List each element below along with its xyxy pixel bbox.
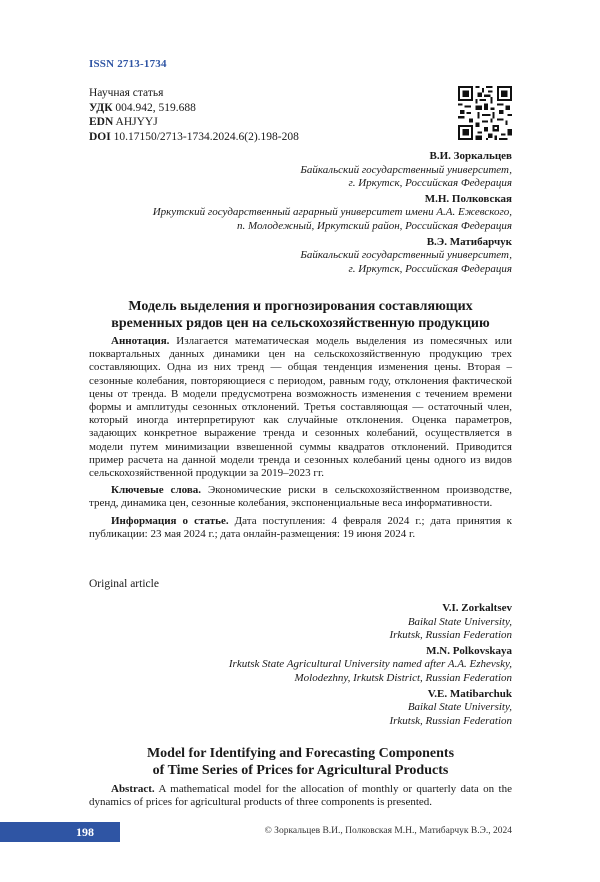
author-entry bbox=[89, 645, 512, 686]
article-info-paragraph bbox=[89, 515, 512, 541]
doi-value[interactable]: 10.17150/2713-1734.2024.6(2).198-208 bbox=[113, 130, 299, 143]
abstract-ru bbox=[89, 335, 512, 545]
author-affiliation: Байкальский государственный университет, bbox=[300, 163, 512, 176]
author-name: M.N. Polkovskaya bbox=[426, 644, 512, 657]
edn-value: AHJYYJ bbox=[115, 116, 158, 129]
author-affiliation: Baikal State University, bbox=[407, 701, 512, 714]
author-location: Molodezhny, Irkutsk District, Russian Federation bbox=[294, 671, 512, 684]
author-affiliation: Байкальский государственный университет, bbox=[300, 249, 512, 262]
author-location: Irkutsk, Russian Federation bbox=[389, 629, 512, 642]
author-affiliation: Baikal State University, bbox=[407, 615, 512, 628]
title-line: Модель выделения и прогнозирования составляющих bbox=[128, 299, 473, 314]
author-name: V.I. Zorkaltsev bbox=[442, 602, 512, 614]
article-title-en bbox=[89, 746, 512, 780]
title-line: временных рядов цен на сельскохозяйственную продукцию bbox=[111, 315, 490, 331]
authors-en bbox=[89, 602, 512, 730]
article-meta bbox=[89, 86, 299, 144]
article-info-text: Дата поступления: 4 февраля 2024 г.; дата принятия к публикации: 23 мая 2024 г.; дата онлайн-размещения: 19 июня 2024 г. bbox=[89, 514, 512, 540]
article-title-ru bbox=[89, 299, 512, 333]
author-affiliation: Irkutsk State Agricultural University named after A.A. Ezhevsky, bbox=[228, 658, 512, 671]
keywords-paragraph bbox=[89, 484, 512, 510]
page-number: 198 bbox=[0, 822, 120, 842]
udk-label: УДК bbox=[89, 101, 113, 114]
abstract-label: Аннотация. bbox=[111, 335, 170, 347]
author-name: М.Н. Полковская bbox=[424, 192, 512, 205]
author-entry bbox=[89, 150, 512, 191]
page-footer bbox=[0, 822, 600, 842]
authors-ru bbox=[89, 150, 512, 278]
doi-label: DOI bbox=[89, 130, 111, 143]
abstract-paragraph bbox=[89, 783, 512, 810]
author-location: п. Молодежный, Иркутский район, Российская Федерация bbox=[237, 219, 512, 232]
copyright-notice: © Зоркальцев В.И., Полковская М.Н., Матибарчук В.Э., 2024 bbox=[264, 826, 512, 836]
author-location: г. Иркутск, Российская Федерация bbox=[348, 177, 512, 190]
author-location: Irkutsk, Russian Federation bbox=[389, 714, 512, 727]
doi-line bbox=[89, 130, 299, 145]
author-location: г. Иркутск, Российская Федерация bbox=[348, 262, 512, 275]
author-name: V.E. Matibarchuk bbox=[427, 687, 512, 700]
abstract-label: Abstract. bbox=[111, 783, 155, 795]
title-line: Model for Identifying and Forecasting Components bbox=[146, 746, 455, 761]
abstract-text: A mathematical model for the allocation of monthly or quarterly data on the dynamics of prices for agricultural products of three components is presented. bbox=[89, 783, 512, 809]
qr-code-icon[interactable] bbox=[458, 86, 512, 140]
abstract-text: Излагается математическая модель выделения из помесячных или поквартальных данных динамики цен на сельскохозяйственную продукцию трех составляющих. Одна из них тренд — общая тенденция изменения цены. Вторая – сезонные колебания, повторяющиеся с периодом, равным году, отклонения фактической цены от тренда. В модели предусмотрена возможность изменения с течением времени формы и амплитуды сезонных отклонений. Третья составляющая — остаточный член, который иногда интерпретируют как случайные отклонения. Оценка параметров, задающих конкретное выражение тренда и сезонных колебаний, осуществляется в модели путем минимизации взвешенной суммы квадратов отклонений. Приводится пример расчета на данной модели тренда и сезонных колебаний цены одного из видов сельскохозяйственной продукции за 2019–2023 гг. bbox=[89, 335, 512, 480]
edn-line bbox=[89, 115, 299, 130]
keywords-text: Экономические риски в сельскохозяйственном производстве, тренд, динамика цен, сезонные колебания, экспоненциальные веса информативности. bbox=[89, 484, 512, 510]
author-entry bbox=[89, 688, 512, 729]
title-line: of Time Series of Prices for Agricultural Products bbox=[152, 762, 449, 778]
author-name: В.И. Зоркальцев bbox=[429, 150, 512, 162]
keywords-label: Ключевые слова. bbox=[111, 484, 202, 497]
abstract-en bbox=[89, 783, 512, 814]
author-name: В.Э. Матибарчук bbox=[426, 235, 512, 248]
udk-value: 004.942, 519.688 bbox=[115, 101, 196, 114]
udk-line bbox=[89, 101, 299, 116]
article-type: Научная статья bbox=[89, 87, 164, 99]
edn-label: EDN bbox=[89, 116, 114, 129]
abstract-paragraph bbox=[89, 335, 512, 480]
author-entry bbox=[89, 236, 512, 277]
author-affiliation: Иркутский государственный аграрный университет имени А.А. Ежевского, bbox=[152, 206, 512, 219]
original-article-label: Original article bbox=[89, 578, 159, 590]
author-entry bbox=[89, 193, 512, 234]
article-info-label: Информация о статье. bbox=[111, 514, 229, 527]
journal-issn: ISSN 2713-1734 bbox=[89, 58, 167, 70]
author-entry bbox=[89, 602, 512, 643]
